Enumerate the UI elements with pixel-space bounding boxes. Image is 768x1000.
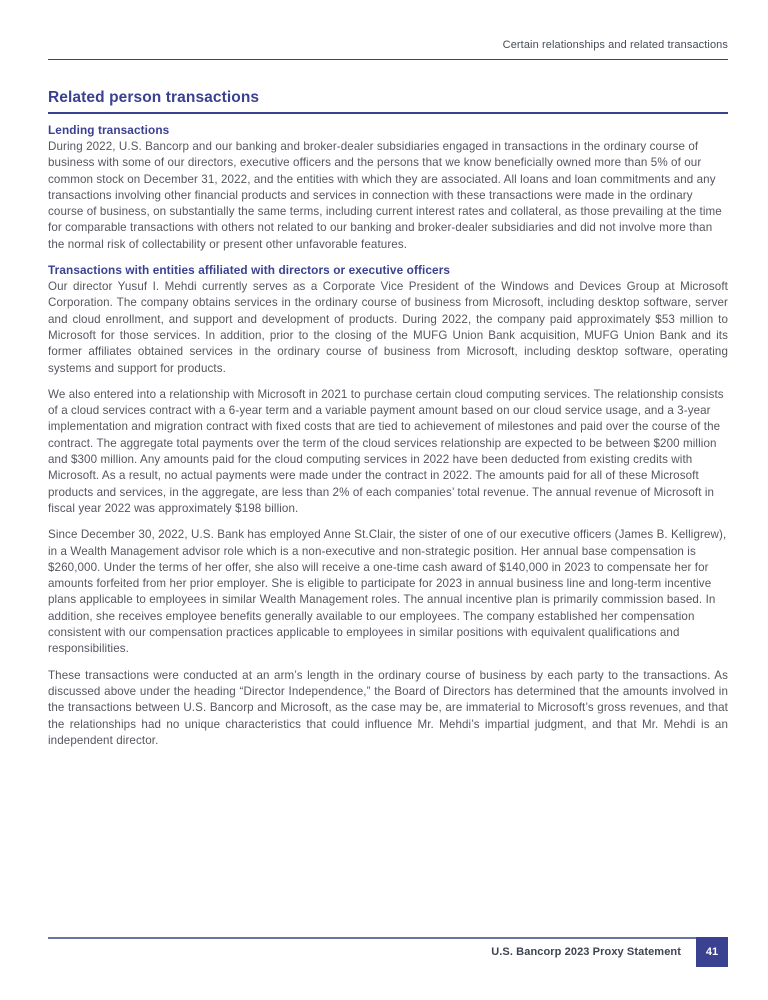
- paragraph-arms-length-conclusion: These transactions were conducted at an arm’s length in the ordinary course of business by each party to the transactions. As discussed above under the heading “Director Independence,” the Board of Directors has determined that the amounts involved in the transactions between U.S. Bancorp and Microsoft, as the case may be, are immaterial to Microsoft’s gross revenues, and that the relationships had no unique characteristics that could influence Mr. Mehdi’s impartial judgment, and that Mr. Mehdi is an independent director.: [48, 668, 728, 747]
- page-title: Related person transactions: [48, 89, 728, 114]
- footer-row: [491, 937, 728, 967]
- paragraph-lending-transactions: During 2022, U.S. Bancorp and our banking and broker-dealer subsidiaries engaged in transactions in the ordinary course of business with some of our directors, executive officers and the persons that we know beneficially owned more than 5% of our common stock on December 31, 2022, and the entities with which they are associated. All loans and loan commitments and any transactions involving other financial products and services in connection with these transactions were made in the ordinary course of business, on substantially the same terms, including current interest rates and collateral, as those prevailing at the time for comparable transactions with others not related to our banking and broker-dealer subsidiaries and did not involve more than the normal risk of collectability or present other unfavorable features.: [48, 140, 722, 251]
- page-footer: [48, 937, 728, 967]
- paragraph-cloud-services: We also entered into a relationship with Microsoft in 2021 to purchase certain cloud computing services. The relationship consists of a cloud services contract with a 6-year term and a variable payment amount based on our cloud service usage, and a 3-year implementation and migration contract with fixed costs that are tied to achievement of milestones and paid over the course of the contract. The aggregate total payments over the term of the cloud services relationship are expected to be between $200 million and $300 million. Any amounts paid for the cloud computing services in 2022 have been deducted from existing credits with Microsoft. As a result, no actual payments were made under the contract in 2022. The amounts paid for all of these Microsoft products and services, in the aggregate, are less than 2% of each companies’ total revenue. The annual revenue of Microsoft in fiscal year 2022 was approximately $198 billion.: [48, 387, 724, 515]
- section-heading-lending-transactions: Lending transactions: [48, 123, 170, 137]
- page-content: [48, 0, 728, 759]
- header-divider: [48, 59, 728, 60]
- page-number-badge: 41: [696, 937, 728, 967]
- footer-label: U.S. Bancorp 2023 Proxy Statement: [491, 946, 681, 958]
- section-heading-affiliated-entities: Transactions with entities affiliated with directors or executive officers: [48, 263, 451, 278]
- paragraph-mehdi-microsoft: Our director Yusuf I. Mehdi currently serves as a Corporate Vice President of the Windows and Devices Group at Microsoft Corporation. The company obtains services in the ordinary course of business from Microsoft, including desktop software, server and cloud enrollment, and support and development of products. During 2022, the company paid approximately $53 million to Microsoft for those services. In addition, prior to the closing of the MUFG Union Bank acquisition, MUFG Union Bank and its former affiliates obtained services in the ordinary course of business from Microsoft, including desktop software, operating systems and support for products.: [48, 280, 728, 375]
- paragraph-anne-stclair: Since December 30, 2022, U.S. Bank has employed Anne St.Clair, the sister of one of our executive officers (James B. Kelligrew), in a Wealth Management advisor role which is a non-executive and non-strategic position. Her annual base compensation is $260,000. Under the terms of her offer, she also will receive a one-time cash award of $140,000 in 2023 to compensate her for amounts forfeited from her prior employer. She is eligible to participate for 2023 in annual business line and long-term incentive plans applicable to employees in similar Wealth Management roles. The annual incentive plan is primarily commission based. In addition, she receives employee benefits generally available to our employees. The company established her compensation consistent with our compensation practices applicable to employees in similar positions with equivalent qualifications and responsibilities.: [48, 528, 727, 656]
- running-head: Certain relationships and related transactions: [502, 39, 728, 51]
